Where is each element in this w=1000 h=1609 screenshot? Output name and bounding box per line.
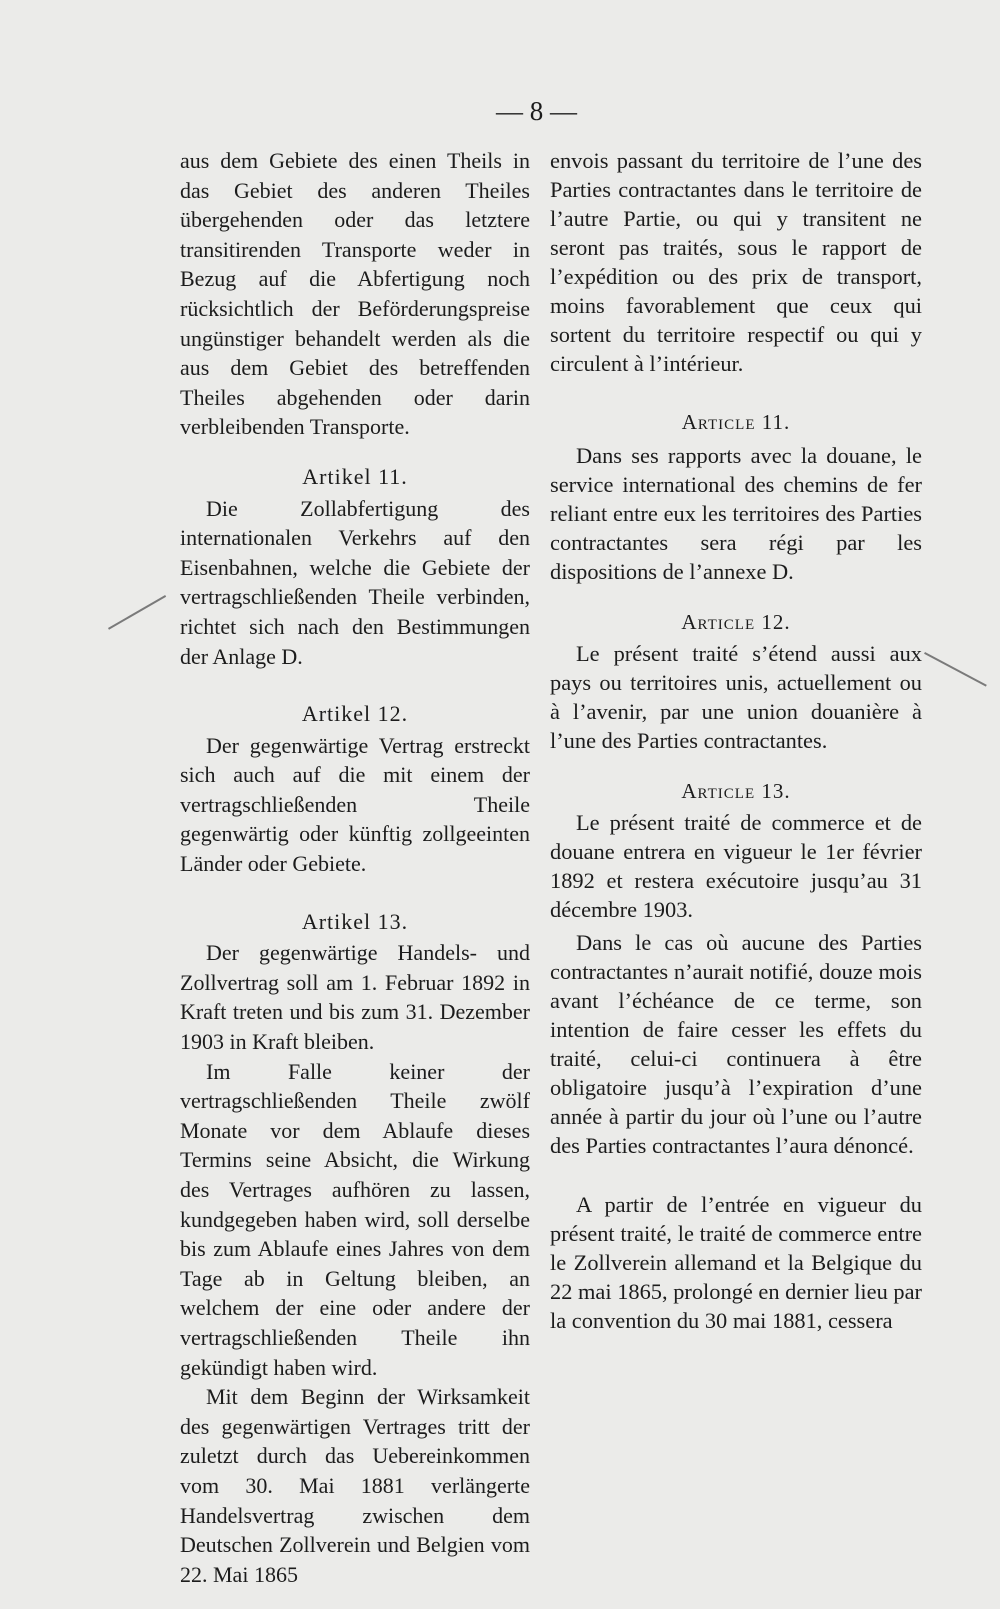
french-article-heading: Article 11. (681, 410, 791, 434)
french-paragraph: Le présent traité de commerce et de douane entrera en vigueur le 1er février 1892 et restera exécutoire jusqu’au 31 décembre 1903. (550, 810, 922, 922)
german-paragraph: Mit dem Beginn der Wirksamkeit des gegenwärtigen Vertrages tritt der zuletzt durch das Uebereinkommen vom 30. Mai 1881 verlängerte Handelsvertrag zwischen dem Deutschen Zollverein und Belgien vom 22. Mai 1865 (180, 1384, 530, 1587)
french-paragraph: Dans ses rapports avec la douane, le service international des chemins de fer reliant entre eux les territoires des Parties contractantes sera régi par les dispositions de l’annexe D. (550, 443, 922, 584)
french-article-heading: Article 12. (681, 610, 791, 634)
margin-pencil-mark (924, 652, 987, 686)
french-paragraph: Le présent traité s’étend aussi aux pays ou territoires unis, actuellement ou à l’avenir, par une union douanière à l’une des Parties contractantes. (550, 641, 922, 753)
german-article-heading: Artikel 13. (301, 908, 409, 934)
french-column (550, 146, 922, 1335)
german-paragraph: Die Zollabfertigung des internationalen Verkehrs auf den Eisenbahnen, welche die Gebiete der vertragschließenden Theile verbinden, richtet sich nach den Bestimmungen der Anlage D. (180, 495, 530, 669)
french-paragraph: Dans le cas où aucune des Parties contractantes n’aurait notifié, douze mois avant l’échéance de ce terme, son intention de faire cesser les effets du traité, celui-ci continuera à être obligatoire jusqu’à l’expiration d’une année à partir du jour où l’une ou l’autre des Parties contractantes l’aura dénoncé. (550, 930, 922, 1158)
german-paragraph: Der gegenwärtige Vertrag erstreckt sich auch auf die mit einem der vertragschließenden Theile gegenwärtig oder künftig zollgeeinten Länder oder Gebiete. (180, 732, 530, 877)
german-article-heading: Artikel 11. (302, 463, 408, 489)
german-paragraph: Der gegenwärtige Handels- und Zollvertrag soll am 1. Februar 1892 in Kraft treten und bis zum 31. Dezember 1903 in Kraft bleiben. (180, 940, 530, 1055)
french-article-heading: Article 13. (681, 779, 791, 803)
german-column (180, 146, 530, 1589)
german-paragraph: Im Falle keiner der vertragschließenden Theile zwölf Monate vor dem Ablaufe dieses Termins seine Absicht, die Wirkung des Vertrages aufhören zu lassen, kundgegeben haben wird, soll derselbe bis zum Ablaufe eines Jahres von dem Tage ab in Geltung bleiben, an welchem der eine oder andere der vertragschließenden Theile ihn gekündigt haben wird. (180, 1058, 530, 1380)
margin-pencil-mark (108, 595, 166, 629)
french-paragraph: A partir de l’entrée en vigueur du présent traité, le traité de commerce entre le Zollverein allemand et la Belgique du 22 mai 1865, prolongé en dernier lieu par la convention du 30 mai 1881, cessera (550, 1192, 922, 1333)
german-paragraph: aus dem Gebiete des einen Theils in das Gebiet des anderen Theiles übergehenden oder das letztere transitirenden Transporte weder in Bezug auf die Abfertigung noch rücksichtlich der Beförderungspreise ungünstiger behandelt werden als die aus dem Gebiet des betreffenden Theiles abgehenden oder darin verbleibenden Transporte. (180, 148, 530, 440)
german-article-heading: Artikel 12. (301, 701, 409, 727)
page-number: — 8 — (496, 96, 577, 126)
french-paragraph: envois passant du territoire de l’une des Parties contractantes dans le territoire de l’autre Partie, ou qui y transitent ne seront pas traités, sous le rapport de l’expédition ou des prix de transport, moins favorablement que ceux qui sortent du territoire respectif ou qui y circulent à l’intérieur. (550, 148, 922, 376)
